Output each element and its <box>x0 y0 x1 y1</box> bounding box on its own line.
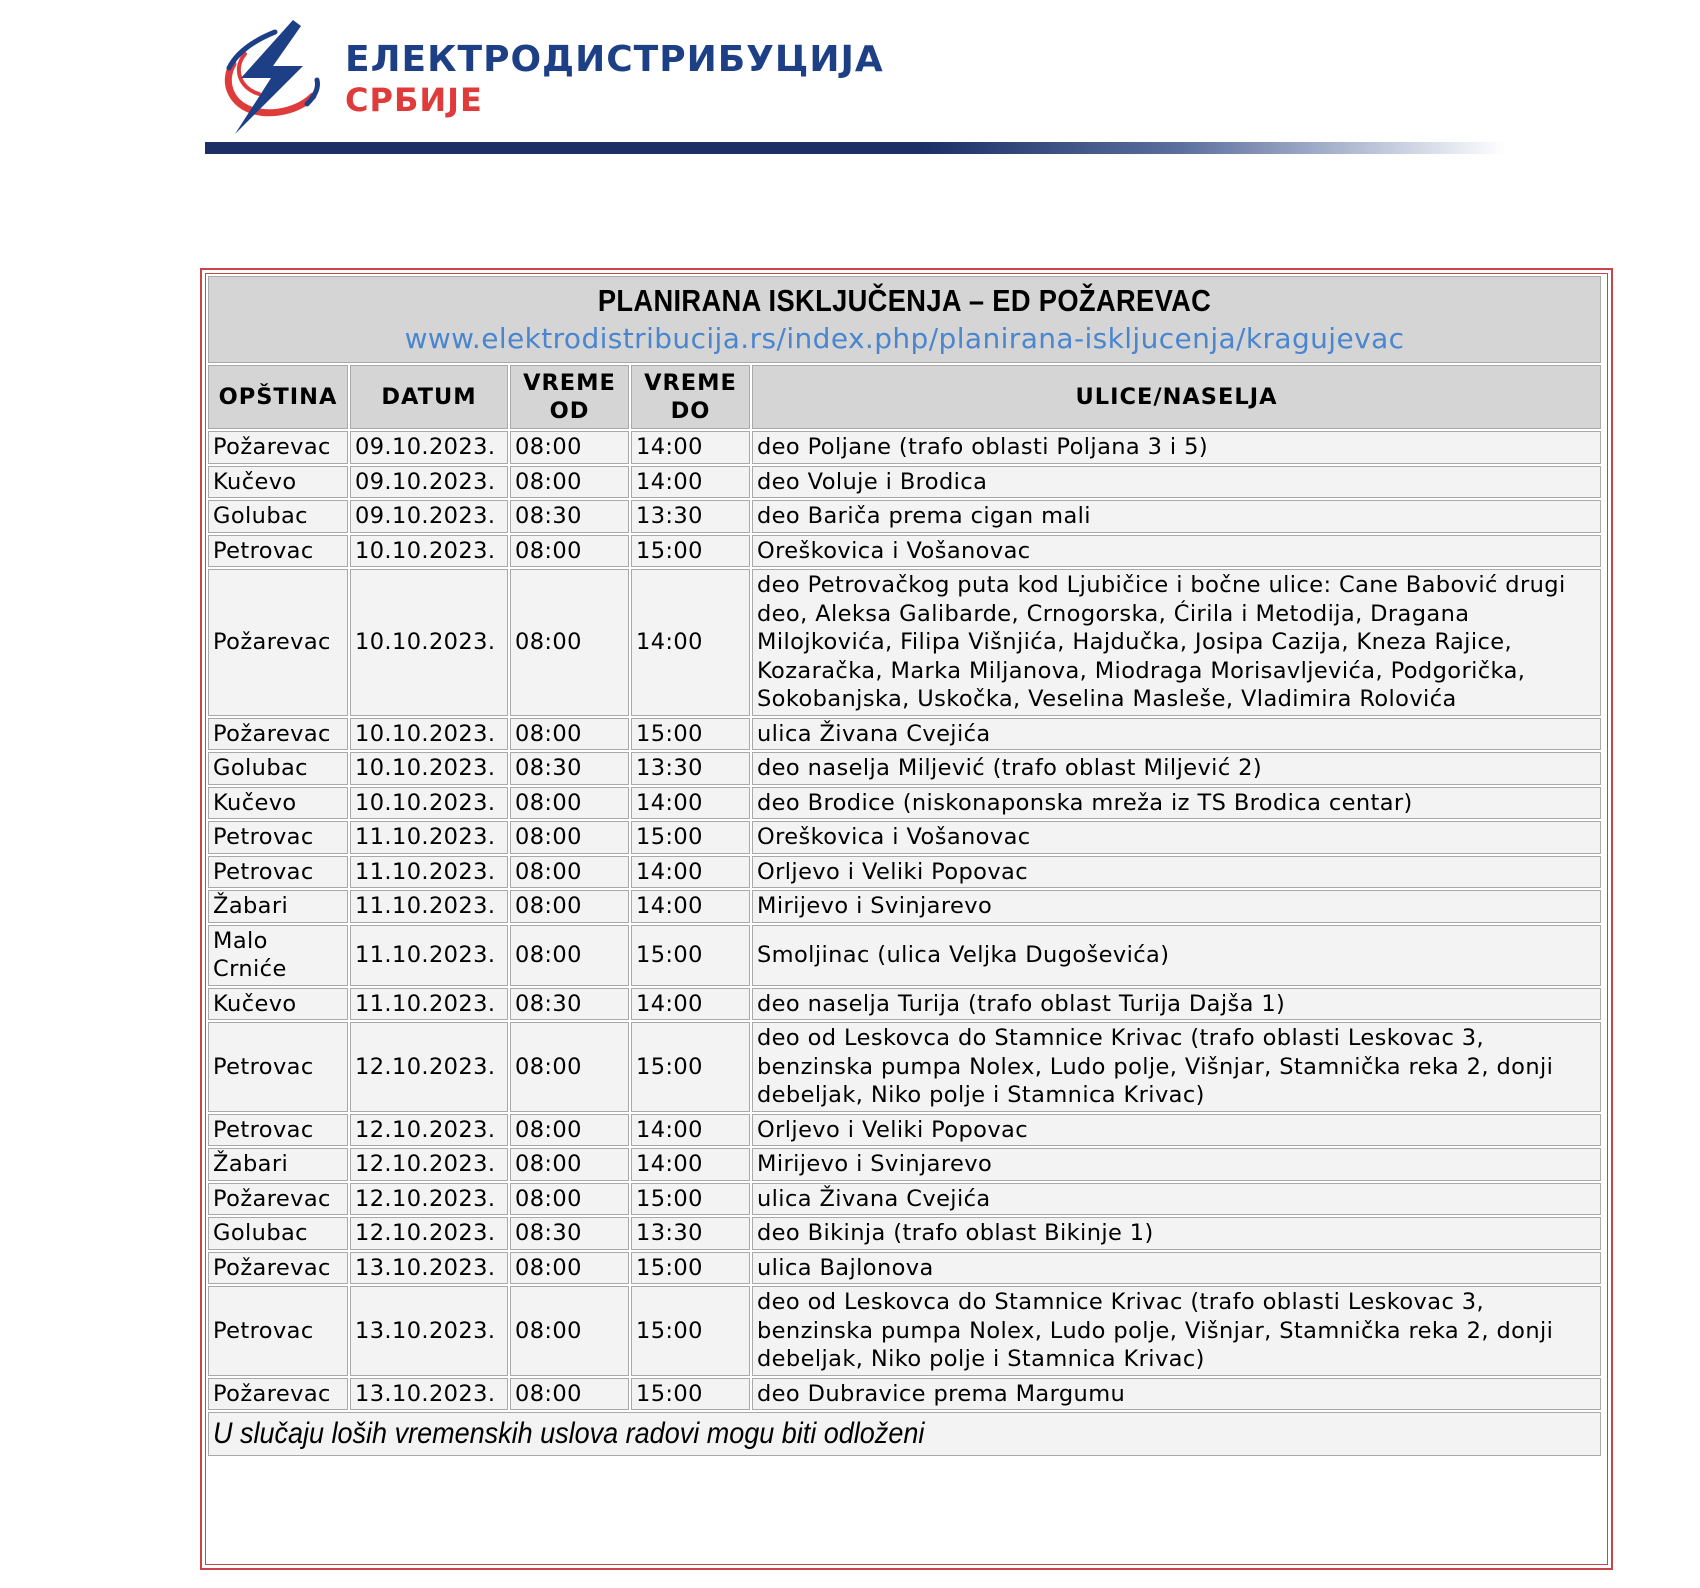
cell-opstina: Kučevo <box>208 787 348 820</box>
cell-vreme-od: 08:00 <box>510 787 629 820</box>
cell-vreme-do: 14:00 <box>631 988 750 1021</box>
table-title: PLANIRANA ISKLJUČENJA – ED POŽAREVAC <box>597 283 1212 318</box>
cell-vreme-do: 13:30 <box>631 500 750 533</box>
table-row <box>208 431 1601 464</box>
table-row <box>208 1252 1601 1285</box>
cell-ulice: Oreškovica i Vošanovac <box>752 821 1601 854</box>
header-vreme-do <box>631 365 750 429</box>
cell-datum: 11.10.2023. <box>350 988 508 1021</box>
logo-line-1: ЕЛЕКТРОДИСТРИБУЦИЈА <box>345 39 884 80</box>
cell-vreme-do: 14:00 <box>631 787 750 820</box>
table-row <box>208 787 1601 820</box>
table-row <box>208 718 1601 751</box>
cell-ulice: deo naselja Miljević (trafo oblast Miljević 2) <box>752 752 1601 785</box>
cell-datum: 13.10.2023. <box>350 1378 508 1411</box>
cell-datum: 13.10.2023. <box>350 1252 508 1285</box>
title-cell <box>208 276 1601 363</box>
logo-line-2: СРБИЈЕ <box>345 81 483 119</box>
cell-vreme-do: 13:30 <box>631 752 750 785</box>
cell-datum: 13.10.2023. <box>350 1286 508 1376</box>
table-row <box>208 500 1601 533</box>
table-row <box>208 988 1601 1021</box>
cell-opstina: Golubac <box>208 1217 348 1250</box>
footer-row <box>208 1412 1601 1456</box>
table-body <box>208 431 1601 1410</box>
cell-vreme-do: 15:00 <box>631 535 750 568</box>
cell-opstina: Žabari <box>208 1148 348 1181</box>
cell-vreme-do: 15:00 <box>631 1378 750 1411</box>
cell-vreme-do: 14:00 <box>631 466 750 499</box>
table-row <box>208 1217 1601 1250</box>
cell-datum: 12.10.2023. <box>350 1183 508 1216</box>
cell-opstina: Petrovac <box>208 821 348 854</box>
cell-opstina: Kučevo <box>208 988 348 1021</box>
cell-vreme-do: 14:00 <box>631 431 750 464</box>
header-datum: DATUM <box>350 365 508 429</box>
cell-ulice: Smoljinac (ulica Veljka Dugoševića) <box>752 925 1601 986</box>
header-vreme-od-line2: OD <box>549 398 590 424</box>
header-opstina: OPŠTINA <box>208 365 348 429</box>
cell-ulice: Mirijevo i Svinjarevo <box>752 890 1601 923</box>
cell-vreme-do: 14:00 <box>631 1148 750 1181</box>
cell-vreme-od: 08:00 <box>510 535 629 568</box>
cell-vreme-do: 14:00 <box>631 856 750 889</box>
cell-ulice: deo Brodice (niskonaponska mreža iz TS Brodica centar) <box>752 787 1601 820</box>
header-vreme-od <box>510 365 629 429</box>
cell-opstina: Požarevac <box>208 1252 348 1285</box>
cell-vreme-od: 08:30 <box>510 1217 629 1250</box>
cell-datum: 12.10.2023. <box>350 1022 508 1112</box>
cell-opstina: Golubac <box>208 752 348 785</box>
cell-datum: 10.10.2023. <box>350 569 508 716</box>
cell-vreme-od: 08:00 <box>510 925 629 986</box>
cell-vreme-do: 14:00 <box>631 890 750 923</box>
cell-opstina: Petrovac <box>208 1286 348 1376</box>
cell-ulice: deo Bariča prema cigan mali <box>752 500 1601 533</box>
table-row <box>208 1286 1601 1376</box>
cell-vreme-do: 15:00 <box>631 1286 750 1376</box>
cell-vreme-do: 15:00 <box>631 1252 750 1285</box>
cell-opstina: Petrovac <box>208 1022 348 1112</box>
cell-opstina: Golubac <box>208 500 348 533</box>
cell-opstina: Petrovac <box>208 856 348 889</box>
cell-vreme-od: 08:00 <box>510 718 629 751</box>
table-row <box>208 466 1601 499</box>
cell-ulice: deo Dubravice prema Margumu <box>752 1378 1601 1411</box>
cell-datum: 11.10.2023. <box>350 856 508 889</box>
header-vreme-do-line1: VREME <box>644 370 737 396</box>
header-row <box>208 365 1601 429</box>
cell-opstina: Žabari <box>208 890 348 923</box>
cell-vreme-od: 08:00 <box>510 569 629 716</box>
title-row <box>208 276 1601 363</box>
cell-vreme-do: 13:30 <box>631 1217 750 1250</box>
table-row <box>208 1183 1601 1216</box>
cell-opstina: Malo Crniće <box>208 925 348 986</box>
cell-datum: 11.10.2023. <box>350 890 508 923</box>
cell-vreme-od: 08:00 <box>510 1378 629 1411</box>
cell-vreme-od: 08:00 <box>510 821 629 854</box>
cell-vreme-do: 15:00 <box>631 1183 750 1216</box>
cell-opstina: Požarevac <box>208 431 348 464</box>
table-row <box>208 890 1601 923</box>
cell-datum: 09.10.2023. <box>350 500 508 533</box>
cell-datum: 10.10.2023. <box>350 787 508 820</box>
weather-note: U slučaju loših vremenskih uslova radovi mogu biti odloženi <box>213 1417 925 1450</box>
table-row <box>208 821 1601 854</box>
cell-datum: 11.10.2023. <box>350 925 508 986</box>
cell-datum: 12.10.2023. <box>350 1148 508 1181</box>
cell-vreme-do: 15:00 <box>631 718 750 751</box>
table-row <box>208 752 1601 785</box>
cell-datum: 12.10.2023. <box>350 1114 508 1147</box>
cell-opstina: Petrovac <box>208 535 348 568</box>
source-link[interactable]: www.elektrodistribucija.rs/index.php/planirana-iskljucenja/kragujevac <box>404 322 1405 355</box>
cell-vreme-od: 08:00 <box>510 1114 629 1147</box>
header-ulice: ULICE/NASELJA <box>752 365 1601 429</box>
cell-vreme-od: 08:00 <box>510 890 629 923</box>
table-row <box>208 1148 1601 1181</box>
footer-note-cell <box>208 1412 1601 1456</box>
cell-opstina: Požarevac <box>208 1378 348 1411</box>
cell-vreme-od: 08:30 <box>510 500 629 533</box>
logo <box>205 18 1505 158</box>
header-vreme-do-line2: DO <box>670 398 711 424</box>
cell-vreme-do: 14:00 <box>631 569 750 716</box>
cell-ulice: deo Petrovačkog puta kod Ljubičice i bočne ulice: Cane Babović drugi deo, Aleksa Galibarde, Crnogorska, Ćirila i Metodija, Dragana Milojkovića, Filipa Višnjića, Hajdučka, Josipa Cazija, Kneza Rajice, Kozaračka, Marka Miljanova, Miodraga Morisavljevića, Podgorička, Sokobanjska, Uskočka, Veselina Masleše, Vladimira Rolovića <box>752 569 1601 716</box>
cell-opstina: Petrovac <box>208 1114 348 1147</box>
cell-vreme-od: 08:00 <box>510 1286 629 1376</box>
cell-ulice: Mirijevo i Svinjarevo <box>752 1148 1601 1181</box>
table-row <box>208 1022 1601 1112</box>
cell-vreme-od: 08:00 <box>510 856 629 889</box>
outage-table-frame <box>200 268 1613 1570</box>
table-row <box>208 569 1601 716</box>
cell-datum: 09.10.2023. <box>350 466 508 499</box>
cell-vreme-od: 08:30 <box>510 752 629 785</box>
cell-vreme-do: 15:00 <box>631 925 750 986</box>
table-row <box>208 1378 1601 1411</box>
header-divider <box>205 142 1505 154</box>
cell-datum: 09.10.2023. <box>350 431 508 464</box>
cell-ulice: deo Poljane (trafo oblasti Poljana 3 i 5) <box>752 431 1601 464</box>
cell-ulice: Oreškovica i Vošanovac <box>752 535 1601 568</box>
cell-ulice: deo naselja Turija (trafo oblast Turija Dajša 1) <box>752 988 1601 1021</box>
table-row <box>208 1114 1601 1147</box>
cell-vreme-od: 08:00 <box>510 1183 629 1216</box>
table-row <box>208 925 1601 986</box>
cell-vreme-od: 08:00 <box>510 1252 629 1285</box>
header-vreme-od-line1: VREME <box>523 370 616 396</box>
cell-vreme-od: 08:00 <box>510 431 629 464</box>
cell-ulice: ulica Živana Cvejića <box>752 718 1601 751</box>
cell-ulice: deo Voluje i Brodica <box>752 466 1601 499</box>
cell-datum: 11.10.2023. <box>350 821 508 854</box>
table-row <box>208 535 1601 568</box>
cell-vreme-od: 08:00 <box>510 466 629 499</box>
cell-vreme-od: 08:30 <box>510 988 629 1021</box>
cell-ulice: deo od Leskovca do Stamnice Krivac (trafo oblasti Leskovac 3, benzinska pumpa Nolex, Ludo polje, Višnjar, Stamnička reka 2, donji debeljak, Niko polje i Stamnica Krivac) <box>752 1286 1601 1376</box>
cell-vreme-od: 08:00 <box>510 1148 629 1181</box>
cell-opstina: Požarevac <box>208 569 348 716</box>
table-row <box>208 856 1601 889</box>
cell-opstina: Kučevo <box>208 466 348 499</box>
cell-opstina: Požarevac <box>208 718 348 751</box>
cell-datum: 10.10.2023. <box>350 718 508 751</box>
cell-ulice: Orljevo i Veliki Popovac <box>752 856 1601 889</box>
cell-datum: 10.10.2023. <box>350 535 508 568</box>
outage-table <box>206 274 1603 1458</box>
cell-ulice: Orljevo i Veliki Popovac <box>752 1114 1601 1147</box>
cell-datum: 10.10.2023. <box>350 752 508 785</box>
cell-ulice: deo Bikinja (trafo oblast Bikinje 1) <box>752 1217 1601 1250</box>
cell-vreme-od: 08:00 <box>510 1022 629 1112</box>
logo-wordmark <box>345 40 884 120</box>
lightning-logo-icon <box>215 18 325 136</box>
cell-opstina: Požarevac <box>208 1183 348 1216</box>
cell-ulice: deo od Leskovca do Stamnice Krivac (trafo oblasti Leskovac 3, benzinska pumpa Nolex, Ludo polje, Višnjar, Stamnička reka 2, donji debeljak, Niko polje i Stamnica Krivac) <box>752 1022 1601 1112</box>
cell-datum: 12.10.2023. <box>350 1217 508 1250</box>
cell-ulice: ulica Bajlonova <box>752 1252 1601 1285</box>
cell-vreme-do: 15:00 <box>631 821 750 854</box>
cell-vreme-do: 14:00 <box>631 1114 750 1147</box>
cell-vreme-do: 15:00 <box>631 1022 750 1112</box>
cell-ulice: ulica Živana Cvejića <box>752 1183 1601 1216</box>
